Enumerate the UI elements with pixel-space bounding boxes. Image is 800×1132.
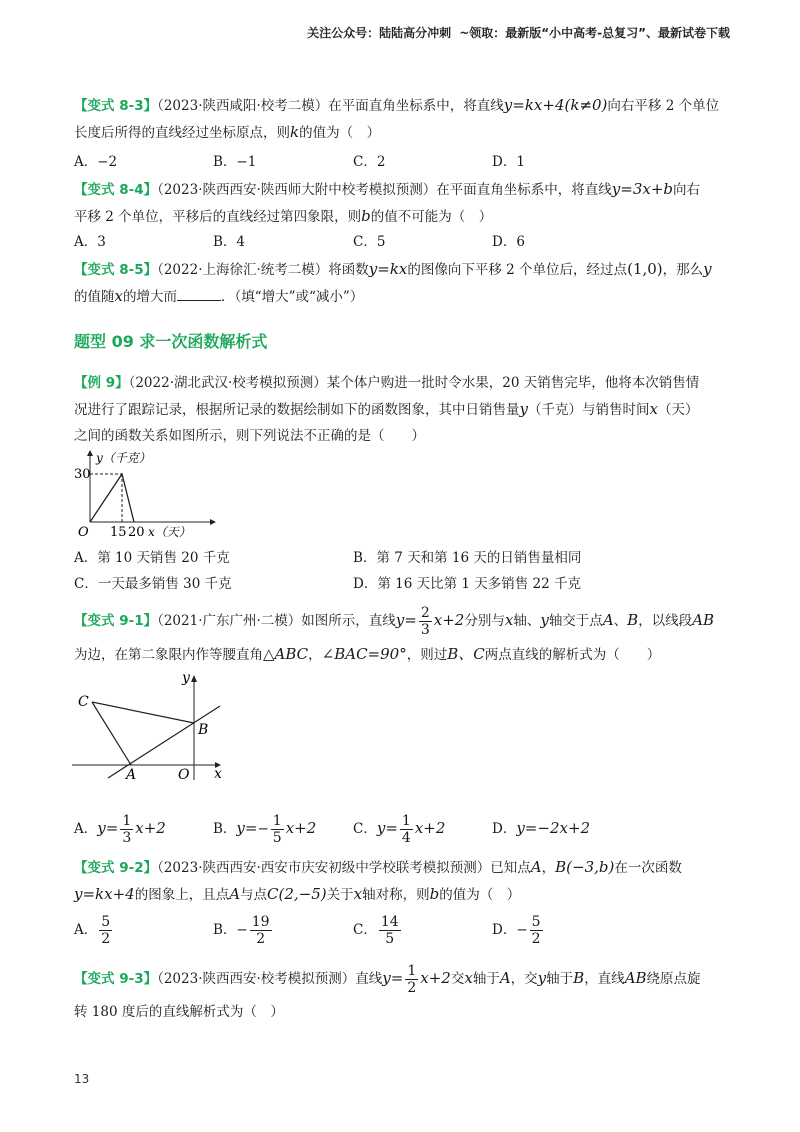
ex9-line1-text: 某个体户购进一批时令水果，20 天销售完毕，他将本次销售情 xyxy=(326,375,700,391)
q85-line2a: 的值随 xyxy=(74,289,115,305)
q83-line2b-text: 的值为（ ） xyxy=(299,125,381,141)
q91-line2b: ，则过 xyxy=(406,647,448,663)
q92-text1: 已知点 xyxy=(490,860,531,876)
q91-source: （2021·广东广州·二模） xyxy=(157,613,302,629)
q93-point-b: B xyxy=(573,969,585,987)
q84-line1 xyxy=(74,176,726,203)
q91-option-a[interactable]: A．y= $\frac{1}{3}$ x+2 xyxy=(74,813,166,846)
q91-line2c: 两点直线的解析式为（ ） xyxy=(484,647,661,663)
ex9-origin: O xyxy=(78,525,89,540)
ex9-option-d[interactable]: D．第 16 天比第 1 天多销售 22 千克 xyxy=(353,576,582,592)
ex9-y-label: y（千克） xyxy=(96,451,151,465)
q93-line1: 【变式 9-3】（2023·陕西西安·校考模拟预测）直线y= $\frac{1}{2}$ x+2交x轴于A，交y轴于B，直线AB绕原点旋 xyxy=(74,963,701,996)
q85-point: (1,0) xyxy=(627,260,663,278)
q83-line1 xyxy=(74,92,726,119)
q83-formula: y=kx+4(k≠0) xyxy=(503,96,608,114)
q85-formula: y=kx xyxy=(368,260,408,278)
ex9-option-b[interactable]: B．第 7 天和第 16 天的日销售量相同 xyxy=(353,550,582,566)
q91-line2: 为边，在第二象限内作等腰直角△ABC，∠BAC=90°，则过B、C两点直线的解析式为（ ） xyxy=(74,645,661,663)
q93-line2 xyxy=(74,996,726,1028)
q91-option-d[interactable]: D．y=−2x+2 xyxy=(492,819,591,837)
q85-var-x: x xyxy=(114,287,123,305)
ex9-graph xyxy=(70,448,220,540)
q93-tag: 【变式 9-3】 xyxy=(74,971,158,987)
q91-points-bc: B、C xyxy=(447,645,485,663)
q84-text2: 向右 xyxy=(673,182,701,198)
example-9 xyxy=(74,370,726,449)
q92-text2: 在一次函数 xyxy=(614,860,682,876)
ex9-sales-line xyxy=(90,474,134,522)
q91-triangle: △ABC xyxy=(263,645,309,663)
q91-label-b: B xyxy=(198,722,209,738)
q93-text3: 轴于 xyxy=(472,971,500,987)
q83-line2 xyxy=(74,119,726,146)
q92-tag: 【变式 9-2】 xyxy=(74,860,158,876)
q92-point-c: C(2,−5) xyxy=(267,885,327,903)
q93-var-y: y xyxy=(537,969,547,987)
q93-fraction: $\frac{1}{2}$ xyxy=(407,963,417,996)
q93-source: （2023·陕西西安·校考模拟预测） xyxy=(157,971,356,987)
ex9-options-row2 xyxy=(74,572,734,598)
q84-option-a[interactable]: A．3 xyxy=(74,234,106,250)
q93-text6: ，直线 xyxy=(584,971,625,987)
q92-line2e: 的值为（ ） xyxy=(439,887,521,903)
q91-text2: 分别与 xyxy=(464,613,505,629)
q83-var-k: k xyxy=(290,123,300,141)
ex9-x-tick-15: 15 xyxy=(110,525,127,540)
ex9-x-arrow-icon xyxy=(210,519,216,525)
q83-option-d[interactable]: D．1 xyxy=(492,154,525,170)
header-left: 关注公众号：陆陆高分冲刺 xyxy=(307,26,452,40)
ex9-line1 xyxy=(74,370,726,396)
q84-text1: 在平面直角坐标系中，将直线 xyxy=(436,182,612,198)
q93-segment: AB xyxy=(624,969,647,987)
q92-line2b: 与点 xyxy=(240,887,268,903)
q83-option-c[interactable]: C．2 xyxy=(353,154,386,170)
q92-source: （2023·陕西西安·西安市庆安初级中学校联考模拟预测） xyxy=(157,860,491,876)
q85-text1: 将函数 xyxy=(328,262,369,278)
q92-point-a2: A xyxy=(229,885,241,903)
q92-point-b: B(−3,b) xyxy=(555,858,615,876)
ex9-y-arrow-icon xyxy=(87,450,93,456)
q83-text1: 在平面直角坐标系中，将直线 xyxy=(328,98,504,114)
question-8-5 xyxy=(74,256,726,310)
q85-answer-blank[interactable] xyxy=(177,286,221,301)
q84-option-c[interactable]: C．5 xyxy=(353,234,386,250)
q92-var-x: x xyxy=(353,885,363,903)
ex9-line2b-text: （千克）与销售时间 xyxy=(527,402,650,418)
q92-line2a: 的图象上，且点 xyxy=(134,887,230,903)
q91-text4: 轴交于点 xyxy=(548,613,603,629)
section-title: 题型 09 求一次函数解析式 xyxy=(74,332,268,351)
q91-line-ca xyxy=(92,702,131,765)
q91-label-y: y xyxy=(182,670,190,686)
q92-formula: y=kx+4 xyxy=(74,885,135,903)
q92-point-a: A xyxy=(530,858,542,876)
q91-label-a: A xyxy=(126,767,137,782)
q92-line2d: 轴对称，则 xyxy=(362,887,430,903)
q91-label-x: x xyxy=(214,766,222,782)
q91-options xyxy=(74,810,734,846)
ex9-x-tick-20: 20 xyxy=(128,525,145,540)
q85-tag: 【变式 8-5】 xyxy=(74,262,158,278)
q91-line2-text: 为边，在第二象限内作等腰直角 xyxy=(74,647,263,663)
q84-source: （2023·陕西西安·陕西师大附中校考模拟预测） xyxy=(157,182,437,198)
q91-text3: 轴、 xyxy=(513,613,541,629)
ex9-option-c[interactable]: C．一天最多销售 30 千克 xyxy=(74,576,232,592)
header-right: ~领取：最新版“小中高考-总复习”、最新试卷下载 xyxy=(459,26,730,40)
q85-text3: ，那么 xyxy=(662,262,704,278)
q92-option-c[interactable]: C． $\frac{14}{5}$ xyxy=(353,914,399,947)
q93-var-x: x xyxy=(464,969,473,987)
ex9-line3 xyxy=(74,423,726,449)
q84-tag: 【变式 8-4】 xyxy=(74,182,158,198)
q84-formula: y=3x+b xyxy=(611,180,674,198)
ex9-source: （2022·湖北武汉·校考模拟预测） xyxy=(128,375,327,391)
question-9-3 xyxy=(74,962,726,1028)
q92-options xyxy=(74,912,734,948)
q85-text2: 的图像向下平移 2 个单位后，经过点 xyxy=(407,262,628,278)
q93-text4: ，交 xyxy=(510,971,538,987)
q91-y-arrow-icon xyxy=(191,675,197,682)
q91-point-b: B xyxy=(627,611,639,629)
q84-var-b: b xyxy=(361,207,371,225)
q91-var-x: x xyxy=(504,611,514,629)
q84-line2 xyxy=(74,203,726,230)
q91-option-c[interactable]: C．y= $\frac{1}{4}$ x+2 xyxy=(353,813,446,846)
ex9-options-row1 xyxy=(74,546,734,572)
ex9-tag: 【例 9】 xyxy=(74,375,129,391)
ex9-line2 xyxy=(74,396,726,423)
q91-fraction: $\frac{2}{3}$ xyxy=(420,605,430,638)
q91-option-b[interactable]: B．y=− $\frac{1}{5}$ x+2 xyxy=(213,813,317,846)
q85-line1 xyxy=(74,256,726,283)
q93-formula-tail: x+2 xyxy=(420,969,451,987)
ex9-var-y: y xyxy=(519,400,528,418)
q91-figure xyxy=(70,670,230,782)
q91-line1: 【变式 9-1】（2021·广东广州·二模）如图所示，直线y= $\frac{2}{3}$ x+2分别与x轴、y轴交于点A、B，以线段AB xyxy=(74,605,715,638)
ex9-var-x: x xyxy=(649,400,658,418)
q91-point-a: A xyxy=(602,611,614,629)
q83-options xyxy=(74,150,734,176)
q92-option-b[interactable]: B．− $\frac{19}{2}$ xyxy=(213,914,270,947)
q92-line2c: 关于 xyxy=(326,887,354,903)
q93-text1: 直线 xyxy=(355,971,383,987)
q93-text7: 绕原点旋 xyxy=(646,971,701,987)
q91-angle: ∠BAC=90° xyxy=(321,645,407,663)
q93-text2: 交 xyxy=(450,971,465,987)
q85-line2 xyxy=(74,283,726,310)
q85-line2c: ．（填“增大”或“减小”） xyxy=(220,289,364,305)
question-9-2 xyxy=(74,854,726,908)
q91-segment: AB xyxy=(692,611,715,629)
ex9-line2c-text: （天） xyxy=(657,402,699,418)
q91-text5: ，以线段 xyxy=(638,613,693,629)
q85-source: （2022·上海徐汇·统考二模） xyxy=(157,262,329,278)
q91-line-cb xyxy=(92,702,194,723)
q84-options xyxy=(74,230,734,256)
q84-option-d[interactable]: D．6 xyxy=(492,234,525,250)
q93-line2-text: 转 180 度后的直线解析式为（ ） xyxy=(74,1004,284,1020)
q92-var-b: b xyxy=(429,885,440,903)
q91-label-c: C xyxy=(78,694,89,710)
q83-option-b[interactable]: B．−1 xyxy=(213,154,257,170)
q84-option-b[interactable]: B．4 xyxy=(213,234,246,250)
q83-text2: 向右平移 2 个单位 xyxy=(607,98,720,114)
q91-text1: 如图所示，直线 xyxy=(301,613,396,629)
question-9-1 xyxy=(74,604,726,671)
ex9-y-tick-30: 30 xyxy=(74,467,91,482)
q92-option-a[interactable]: A． $\frac{5}{2}$ xyxy=(74,914,111,947)
page-header xyxy=(0,24,730,41)
ex9-line3-text: 之间的函数关系如图所示，则下列说法不正确的是（ ） xyxy=(74,428,425,444)
q91-label-o: O xyxy=(178,767,190,782)
q91-var-y: y xyxy=(540,611,549,629)
q93-text5: 轴于 xyxy=(546,971,574,987)
q83-line2-text: 长度后所得的直线经过坐标原点，则 xyxy=(74,125,290,141)
q84-line2b-text: 的值不可能为（ ） xyxy=(370,209,493,225)
q92-line1: 【变式 9-2】（2023·陕西西安·西安市庆安初级中学校联考模拟预测）已知点A，B(−3,b)在一次函数 xyxy=(74,858,682,876)
q84-line2-text: 平移 2 个单位，平移后的直线经过第四象限，则 xyxy=(74,209,362,225)
page-number: 13 xyxy=(74,1072,90,1086)
q91-tag: 【变式 9-1】 xyxy=(74,613,158,629)
q92-line2 xyxy=(74,881,726,908)
ex9-line2-text: 况进行了跟踪记录，根据所记录的数据绘制如下的函数图象，其中日销售量 xyxy=(74,402,520,418)
question-8-4 xyxy=(74,176,726,230)
ex9-option-a[interactable]: A．第 10 天销售 20 千克 xyxy=(74,550,230,566)
q93-point-a: A xyxy=(499,969,511,987)
q91-formula-tail: x+2 xyxy=(433,611,465,629)
q85-line2b: 的增大而 xyxy=(122,289,177,305)
q83-tag: 【变式 8-3】 xyxy=(74,98,158,114)
q85-var-y: y xyxy=(703,260,712,278)
q83-option-a[interactable]: A．−2 xyxy=(74,154,118,170)
ex9-x-label: x（天） xyxy=(148,525,191,539)
q83-source: （2023·陕西咸阳·校考二模） xyxy=(157,98,329,114)
question-8-3 xyxy=(74,92,726,146)
q92-option-d[interactable]: D．− $\frac{5}{2}$ xyxy=(492,914,541,947)
